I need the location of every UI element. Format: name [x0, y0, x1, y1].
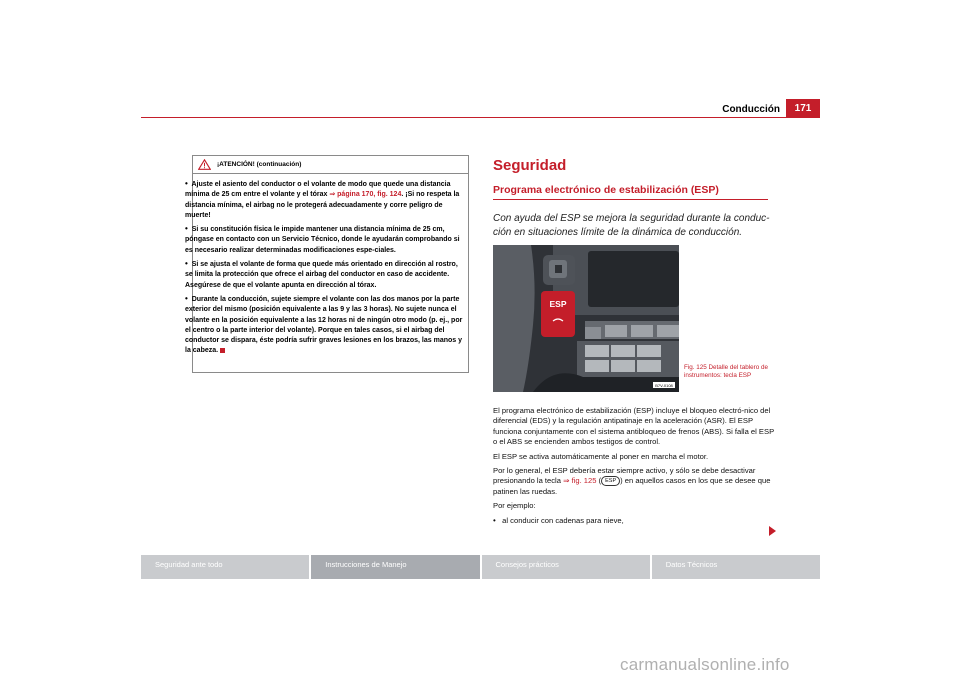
body-paragraph: Por lo general, el ESP debería estar siempre activo, y sólo se debe desactivar presionando la tecla ⇒ fig. 125 ( ESP ) en aquellos casos en los que se desee que patinen las ruedas.	[493, 466, 771, 496]
body-paragraph: Por ejemplo:	[493, 501, 536, 511]
figure-code: B7V-0108	[655, 383, 673, 388]
body-paragraph: El programa electrónico de estabilización (ESP) incluye el bloqueo electró-nico del diferencial (EDS) y la regulación antipatinaje en la aceleración (ASR). El ESP funciona conjuntamente con el sistema antibloqueo de frenos (ABS). Si falla el ESP o el ABS se encienden ambos testigos de control.	[493, 406, 774, 447]
bullet-item: • al conducir con cadenas para nieve,	[493, 515, 624, 525]
esp-key-icon: ESP	[601, 476, 620, 486]
subsection-title: Programa electrónico de estabilización (ESP)	[493, 184, 768, 200]
header-rule	[141, 117, 820, 118]
warning-item: • Si su constitución física le impide mantener una distancia mínima de 25 cm, póngase en contacto con un Servicio Técnico, donde le ayudarán comprobando si es necesario realizar determinadas modificaciones espe-ciales.	[185, 224, 460, 254]
warning-heading-text: ¡ATENCIÓN! (continuación)	[217, 161, 302, 168]
esp-button-label: ESP	[549, 299, 567, 309]
warning-item-text: Ajuste el asiento del conductor o el volante de modo que quede una distancia mínima de 25 cm entre el volante y el tórax	[185, 181, 451, 199]
body-text-span: Por lo general, el ESP debería estar siempre activo, y sólo se debe desactivar presionando la tecla	[493, 466, 756, 486]
bullet-item-text: al conducir con cadenas para nieve,	[502, 515, 624, 525]
next-page-arrow-icon[interactable]	[769, 526, 776, 536]
warning-box	[185, 155, 469, 373]
warning-item-text: Durante la conducción, sujete siempre el volante con las dos manos por la parte exterior del mismo (posición equivalente a las 9 y las 3 horas). No sujete nunca el volante en la posición equivalente a las 12 horas ni de ningún otro modo (p. ej., por el centro o la parte interior del volante). Porque en tales casos, si el airbag del conductor se dispara, éste podría sufrir graves lesiones en los brazos, las manos y la cabeza.	[185, 295, 463, 355]
warning-item-text: Si su constitución física le impide mantener una distancia mínima de 25 cm, póngase en contacto con un Servicio Técnico, donde le ayudarán comprobando si es necesario realizar determinadas modificaciones espe-ciales.	[185, 226, 460, 254]
footer-tab-technical-data[interactable]: Datos Técnicos	[652, 555, 820, 579]
footer-tab-practical-tips[interactable]: Consejos prácticos	[482, 555, 650, 579]
body-paragraph: El ESP se activa automáticamente al poner en marcha el motor.	[493, 451, 709, 461]
dashboard-illustration	[493, 245, 679, 392]
body-text-span: en aquellos casos en los que se desee que patinen las ruedas.	[493, 476, 771, 496]
page-number: 171	[786, 99, 820, 118]
warning-item: • Si se ajusta el volante de forma que quede más orientado en dirección al rostro, se limita la protección que ofrece el airbag del conductor en caso de accidente. Asegúrese de que el volante apunta en dirección al tórax.	[185, 259, 458, 289]
watermark: carmanualsonline.info	[620, 655, 790, 674]
page-link[interactable]: ⇒ página 170, fig. 124	[329, 191, 402, 199]
end-of-section-mark	[220, 348, 225, 353]
footer-tab-safety[interactable]: Seguridad ante todo	[141, 555, 309, 579]
intro-text: Con ayuda del ESP se mejora la seguridad durante la conduc-ción en situaciones límite de la dinámica de conducción.	[493, 213, 770, 238]
body-text	[493, 406, 775, 530]
warning-item: • Ajuste el asiento del conductor o el volante de modo que quede una distancia mínima de 25 cm entre el volante y el tórax ⇒ página 170, fig. 124. ¡Si no respeta la distancia mínima, el airbag no le protegerá adecuadamente y corre peligro de muerte!	[185, 179, 460, 219]
warning-body	[185, 174, 468, 357]
warning-triangle-icon	[198, 159, 211, 170]
warning-item-text: Si se ajusta el volante de forma que quede más orientado en dirección al rostro, se limita la protección que ofrece el airbag del conductor en caso de accidente. Asegúrese de que el volante apunta en dirección al tórax.	[185, 261, 458, 289]
footer-tab-operating-instructions[interactable]: Instrucciones de Manejo	[311, 555, 479, 579]
section-title: Seguridad	[493, 157, 567, 174]
warning-item-text: . ¡Si no respeta la distancia mínima, el airbag no le protegerá adecuadamente y corre peligro de muerte!	[185, 191, 460, 219]
footer-nav	[141, 555, 820, 579]
warning-item: • Durante la conducción, sujete siempre el volante con las dos manos por la parte exterior del mismo (posición equivalente a las 9 y las 3 horas). No sujete nunca el volante en la posición equivalente a las 12 horas ni de ningún otro modo (p. ej., por el centro o la parte interior del volante). Porque en tales casos, si el airbag del conductor se dispara, éste podría sufrir graves lesiones en los brazos, las manos y la cabeza.	[185, 293, 463, 355]
esp-button	[541, 291, 575, 337]
dashboard-figure	[493, 245, 679, 392]
running-header-title: Conducción	[722, 104, 780, 115]
figure-link[interactable]: ⇒ fig. 125	[563, 476, 597, 486]
figure-caption: Fig. 125 Detalle del tablero de instrumentos: tecla ESP	[684, 364, 769, 379]
warning-heading	[193, 156, 468, 174]
